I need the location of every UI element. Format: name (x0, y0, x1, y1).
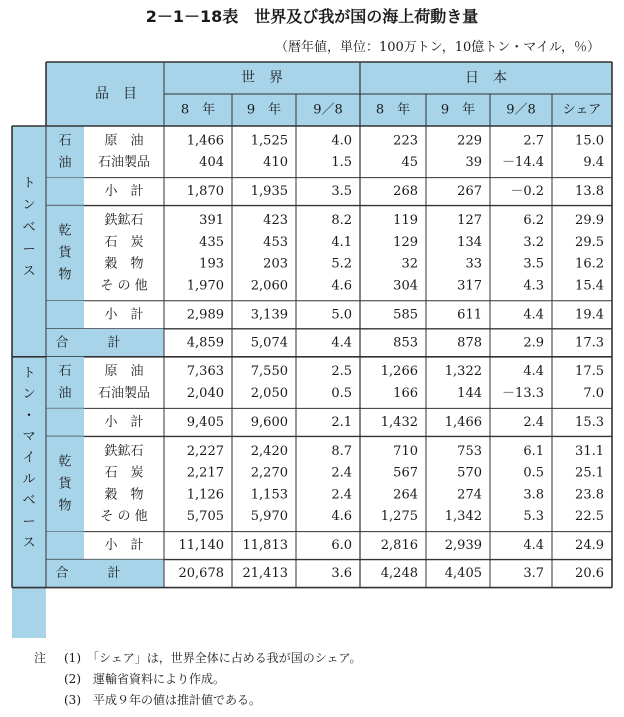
data-cell: 753 (457, 443, 482, 459)
data-cell: 1,275 (380, 509, 418, 525)
data-cell: 2,040 (186, 386, 224, 401)
section-label-char: ベ (22, 219, 36, 235)
data-cell: 4.6 (331, 509, 352, 525)
group-label-char: 乾 (58, 223, 72, 239)
data-cell: 1,466 (186, 133, 224, 149)
data-cell: 6.1 (523, 443, 544, 459)
data-cell: 0.5 (331, 386, 352, 401)
data-cell: 119 (393, 213, 418, 228)
row-label: 石油製品 (97, 155, 151, 171)
data-cell: 2.4 (331, 487, 352, 503)
total-cell: 878 (457, 335, 482, 351)
data-cell: 127 (457, 213, 482, 228)
data-cell: 45 (401, 155, 418, 171)
data-cell: 31.1 (575, 443, 604, 459)
data-cell: 166 (393, 386, 418, 401)
data-cell: 15.0 (575, 133, 604, 149)
note-1-text: (1) 「シェア」は，世界全体に占める我が国のシェア。 (64, 651, 362, 665)
section-label-char: ス (22, 535, 36, 551)
data-cell: 1,525 (250, 133, 288, 149)
data-cell: 391 (199, 213, 224, 228)
subtotal-cell: 9,405 (186, 414, 224, 430)
data-cell: 1,970 (186, 278, 224, 294)
data-cell: 5.3 (523, 509, 544, 525)
subtotal-label: 小 計 (104, 184, 144, 200)
subtotal-label-cell (46, 408, 84, 436)
data-cell: 2.5 (331, 364, 352, 380)
subtotal-cell: 1,432 (380, 414, 418, 430)
data-cell: 29.9 (575, 213, 604, 228)
header-sub: 9／8 (506, 102, 536, 118)
total-label: 合 計 (55, 566, 121, 582)
data-cell: 3.8 (523, 487, 544, 503)
data-cell: 203 (263, 256, 288, 272)
data-cell: 32 (401, 256, 418, 272)
row-label: 原 油 (104, 364, 144, 380)
data-cell: 4.1 (331, 234, 352, 250)
note-3-text: (3) 平成９年の値は推計値である。 (64, 693, 261, 707)
data-cell: 9.4 (583, 155, 604, 171)
subtotal-cell: 2,989 (186, 307, 224, 323)
data-cell: 223 (393, 133, 418, 149)
total-cell: 3.7 (523, 566, 544, 582)
data-cell: 25.1 (575, 465, 604, 481)
data-cell: 2,050 (250, 386, 288, 401)
subtotal-label-cell (46, 178, 84, 206)
group-label-char: 油 (58, 155, 72, 171)
data-cell: 404 (199, 155, 224, 171)
data-cell: －14.4 (502, 155, 544, 171)
data-cell: 2,420 (250, 443, 288, 459)
subtotal-cell: 6.0 (331, 538, 352, 554)
data-cell: 264 (393, 487, 418, 503)
row-label: 鉄鉱石 (104, 443, 144, 459)
data-cell: 453 (263, 234, 288, 250)
note-1 (34, 648, 362, 669)
total-cell: 4,248 (380, 566, 418, 582)
total-label: 合 計 (55, 335, 121, 351)
row-label: 穀 物 (104, 487, 144, 503)
note-2-text: (2) 運輸省資料により作成。 (64, 672, 225, 686)
section-label-char: マ (22, 429, 36, 445)
row-label: 石油製品 (97, 386, 151, 401)
section-label-char: ル (22, 471, 36, 487)
data-cell: 7,363 (186, 364, 224, 380)
subtotal-cell: 9,600 (250, 414, 288, 430)
total-cell: 5,074 (250, 335, 288, 351)
total-cell: 3.6 (331, 566, 352, 582)
subtotal-label: 小 計 (104, 538, 144, 554)
data-cell: 6.2 (523, 213, 544, 228)
data-cell: 2.7 (523, 133, 544, 149)
notes-lead: 注 (34, 651, 47, 665)
subtotal-cell: 4.4 (523, 538, 544, 554)
header-sub: 9 年 (440, 102, 476, 118)
header-sub: シェア (562, 102, 602, 118)
subtotal-cell: 2.4 (523, 414, 544, 430)
note-3 (34, 690, 362, 711)
data-cell: 129 (393, 234, 418, 250)
row-label: 穀 物 (104, 256, 144, 272)
total-cell: 4,405 (444, 566, 482, 582)
section-label-char: ン (22, 197, 36, 213)
row-label: 原 油 (104, 133, 144, 149)
data-cell: 570 (457, 465, 482, 481)
section-label-char: ・ (22, 408, 36, 424)
group-label-char: 貨 (58, 245, 72, 261)
subtotal-cell: 24.9 (575, 538, 604, 554)
data-cell: 1,266 (380, 364, 418, 380)
subtotal-label-cell (46, 301, 84, 329)
data-cell: －13.3 (502, 386, 544, 401)
subtotal-cell: 585 (393, 307, 418, 323)
data-cell: 7.0 (583, 386, 604, 401)
data-cell: 1,126 (186, 487, 224, 503)
data-cell: 2,227 (186, 443, 224, 459)
total-cell: 4,859 (186, 335, 224, 351)
data-cell: 17.5 (575, 364, 604, 380)
header-japan: 日 本 (465, 70, 507, 86)
row-label: そ の 他 (100, 509, 148, 525)
data-cell: 8.2 (331, 213, 352, 228)
header-sub: 8 年 (180, 102, 216, 118)
data-cell: 5,705 (186, 509, 224, 525)
table-title: 2－1－18表 世界及び我が国の海上荷動き量 (145, 7, 479, 26)
section-label-char: イ (22, 450, 36, 466)
row-label: 鉄鉱石 (104, 213, 144, 228)
subtotal-cell: 4.4 (523, 307, 544, 323)
total-cell: 21,413 (242, 566, 288, 582)
data-cell: 0.5 (523, 465, 544, 481)
data-cell: 1,322 (444, 364, 482, 380)
data-cell: 1.5 (331, 155, 352, 171)
section-label-char: ー (22, 514, 36, 530)
data-cell: 4.6 (331, 278, 352, 294)
subtotal-cell: 268 (393, 184, 418, 200)
data-cell: 2,270 (250, 465, 288, 481)
data-cell: 435 (199, 234, 224, 250)
data-cell: 4.4 (523, 364, 544, 380)
section-label-char: ト (22, 175, 36, 191)
data-cell: 1,342 (444, 509, 482, 525)
group-label-char: 石 (58, 364, 72, 380)
row-label: 石 炭 (104, 465, 144, 481)
data-cell: 134 (457, 234, 482, 250)
subtotal-cell: 2.1 (331, 414, 352, 430)
section-label-char: ベ (22, 493, 36, 509)
subtotal-cell: 11,140 (178, 538, 224, 554)
data-cell: 23.8 (575, 487, 604, 503)
total-cell: 17.3 (575, 335, 604, 351)
notes (34, 648, 362, 711)
data-cell: 229 (457, 133, 482, 149)
data-cell: 567 (393, 465, 418, 481)
subtotal-cell: －0.2 (510, 184, 544, 200)
group-label-char: 油 (58, 386, 72, 402)
data-cell: 22.5 (575, 509, 604, 525)
header-world: 世 界 (241, 70, 283, 86)
data-cell: 2,217 (186, 465, 224, 481)
group-label-char: 貨 (58, 476, 72, 492)
header-item: 品 目 (95, 86, 137, 102)
data-cell: 274 (457, 487, 482, 503)
data-cell: 4.0 (331, 133, 352, 149)
data-cell: 317 (457, 278, 482, 294)
unit-note: （暦年値，単位：100万トン，10億トン・マイル，％） (274, 40, 600, 55)
data-cell: 29.5 (575, 234, 604, 250)
data-cell: 144 (457, 386, 482, 401)
data-cell: 193 (199, 256, 224, 272)
data-cell: 2.4 (331, 465, 352, 481)
total-cell: 20.6 (575, 566, 604, 582)
section-label-char: ト (22, 365, 36, 381)
data-cell: 710 (393, 443, 418, 459)
data-cell: 410 (263, 155, 288, 171)
data-cell: 15.4 (575, 278, 604, 294)
data-cell: 33 (465, 256, 482, 272)
data-cell: 8.7 (331, 443, 352, 459)
subtotal-cell: 5.0 (331, 307, 352, 323)
header-sub: 8 年 (375, 102, 411, 118)
subtotal-cell: 11,813 (242, 538, 288, 554)
group-label-char: 乾 (58, 454, 72, 470)
total-cell: 4.4 (331, 335, 352, 351)
subtotal-cell: 267 (457, 184, 482, 200)
data-cell: 5.2 (331, 256, 352, 272)
row-label: そ の 他 (100, 278, 148, 294)
subtotal-cell: 15.3 (575, 414, 604, 430)
data-cell: 4.3 (523, 278, 544, 294)
subtotal-cell: 2,939 (444, 538, 482, 554)
subtotal-cell: 13.8 (575, 184, 604, 200)
note-2 (34, 669, 362, 690)
data-cell: 3.5 (523, 256, 544, 272)
data-cell: 1,153 (250, 487, 288, 503)
group-label-char: 石 (58, 133, 72, 149)
data-cell: 3.2 (523, 234, 544, 250)
data-cell: 39 (465, 155, 482, 171)
section-label-char: ー (22, 241, 36, 257)
total-cell: 20,678 (178, 566, 224, 582)
data-cell: 2,060 (250, 278, 288, 294)
data-cell: 5,970 (250, 509, 288, 525)
subtotal-cell: 611 (457, 307, 482, 323)
total-cell: 2.9 (523, 335, 544, 351)
subtotal-cell: 19.4 (575, 307, 604, 323)
subtotal-label-cell (46, 532, 84, 560)
data-cell: 16.2 (575, 256, 604, 272)
subtotal-cell: 3,139 (250, 307, 288, 323)
header-sub: 9／8 (313, 102, 343, 118)
data-cell: 7,550 (250, 364, 288, 380)
subtotal-cell: 1,935 (250, 184, 288, 200)
subtotal-cell: 1,466 (444, 414, 482, 430)
subtotal-cell: 1,870 (186, 184, 224, 200)
total-cell: 853 (393, 335, 418, 351)
subtotal-label: 小 計 (104, 307, 144, 323)
data-cell: 304 (393, 278, 418, 294)
data-cell: 423 (263, 213, 288, 228)
header-sub: 9 年 (246, 102, 282, 118)
row-label: 石 炭 (104, 234, 144, 250)
section-label-char: ス (22, 263, 36, 279)
group-label-char: 物 (58, 498, 72, 514)
subtotal-label: 小 計 (104, 414, 144, 430)
section-label-char: ン (22, 387, 36, 403)
subtotal-cell: 2,816 (380, 538, 418, 554)
subtotal-cell: 3.5 (331, 184, 352, 200)
group-label-char: 物 (58, 267, 72, 283)
